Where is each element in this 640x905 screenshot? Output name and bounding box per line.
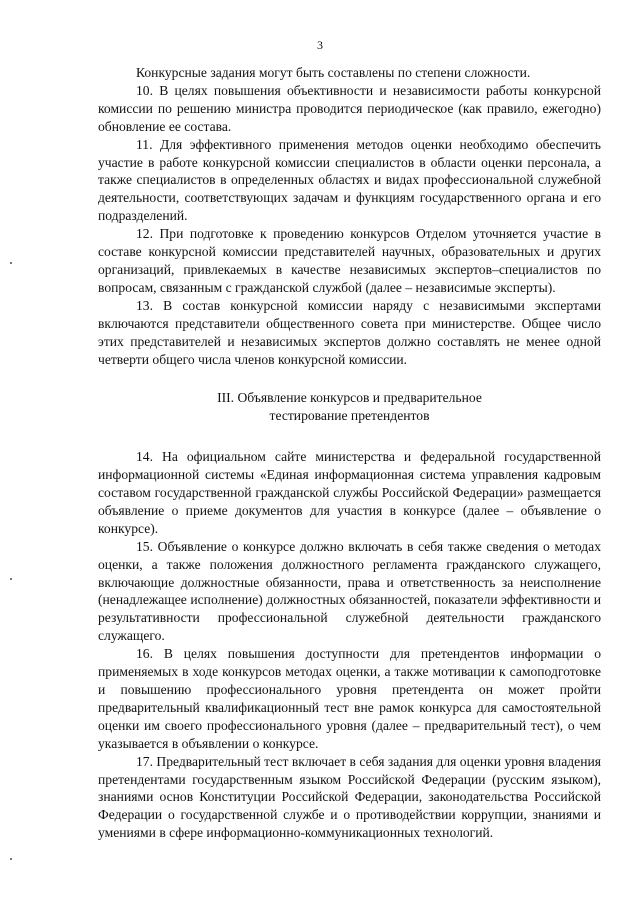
scan-edge-mark xyxy=(10,262,12,264)
document-body xyxy=(98,64,601,842)
paragraph-13: 13. В состав конкурсной комиссии наряду с независимыми экспертами включаются представители общественного совета при министерстве. Общее число этих представителей и независимых экспертов должно составлять не менее одной четверти общего числа членов конкурсной комиссии. xyxy=(98,297,601,367)
paragraph-14: 14. На официальном сайте министерства и федеральной государственной информационной системы «Единая информационная система управления кадровым составом государственной гражданской службы Российской Федерации» размещается объявление о приеме документов для участия в конкурсе (далее – объявление о конкурсе). xyxy=(98,449,601,536)
section-heading-line-1: III. Объявление конкурсов и предварительное xyxy=(217,390,482,406)
paragraph-17: 17. Предварительный тест включает в себя задания для оценки уровня владения претендентами государственным языком Российской Федерации (русским языком), знаниями основ Конституции Российской Федерации, законодательства Российской Федерации о государственной службе и о противодействии коррупции, знаниями и умениями в сфере информационно-коммуникационных технологий. xyxy=(98,753,601,841)
section-heading-line-2: тестирование претендентов xyxy=(269,408,430,424)
paragraph-15: 15. Объявление о конкурсе должно включать в себя также сведения о методах оценки, а также положения должностного регламента гражданского служащего, включающие должностные обязанности, права и ответственность за неисполнение (ненадлежащее исполнение) должностных обязанностей, показатели эффективности и результативности профессиональной служебной деятельности гражданского служащего. xyxy=(98,538,601,644)
scan-edge-mark xyxy=(10,578,12,580)
section-heading xyxy=(98,389,601,425)
paragraph-tasks-complexity: Конкурсные задания могут быть составлены по степени сложности. xyxy=(136,65,531,80)
scan-edge-mark xyxy=(10,858,12,860)
paragraph-10: 10. В целях повышения объективности и независимости работы конкурсной комиссии по решению министра проводится периодическое (как правило, ежегодно) обновление ее состава. xyxy=(98,82,601,134)
page-number: 3 xyxy=(317,38,323,52)
paragraph-16: 16. В целях повышения доступности для претендентов информации о применяемых в ходе конкурсов методах оценки, а также мотивации к самоподготовке и повышению профессионального уровня претендента он может пройти предварительный квалификационный тест вне рамок конкурса для самостоятельной оценки им своего профессионального уровня (далее – предварительный тест), о чем указывается в объявлении о конкурсе. xyxy=(98,646,601,751)
paragraph-12: 12. При подготовке к проведению конкурсов Отделом уточняется участие в составе конкурсной комиссии представителей научных, образовательных и других организаций, привлекаемых в качестве независимых экспертов–специалистов по вопросам, связанным с гражданской службой (далее – независимые эксперты). xyxy=(98,226,601,295)
paragraph-11: 11. Для эффективного применения методов оценки необходимо обеспечить участие в работе конкурсной комиссии специалистов в области оценки персонала, а также специалистов в определенных областях и видах профессиональной служебной деятельности, соответствующих задачам и функциям государственного органа и его подразделений. xyxy=(98,136,601,224)
